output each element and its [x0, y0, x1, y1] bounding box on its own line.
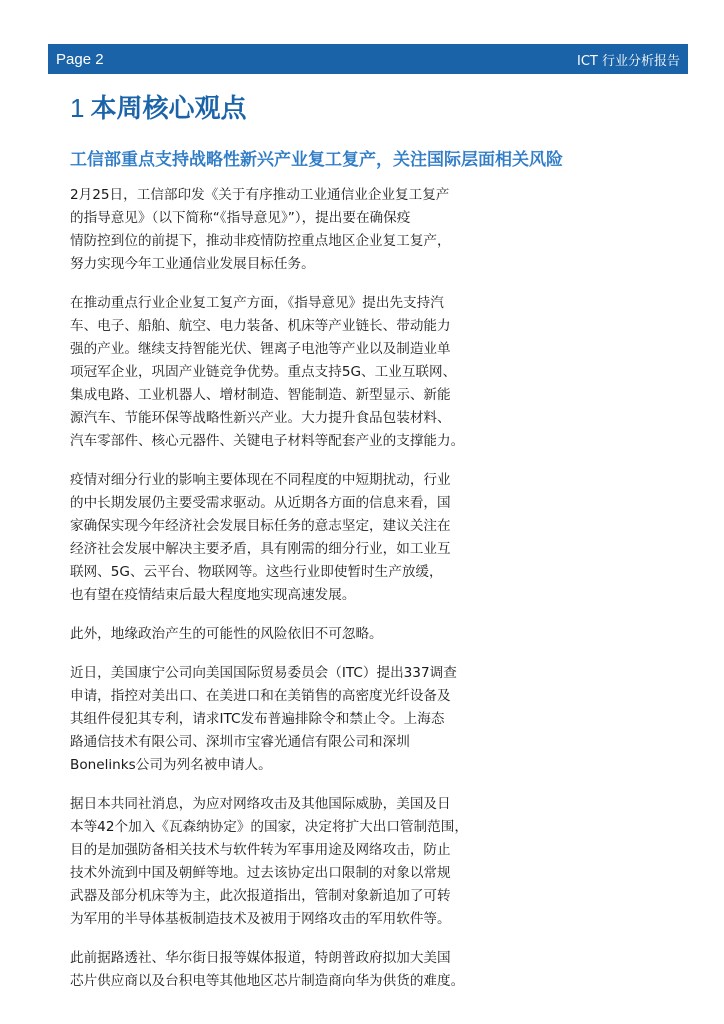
- paragraph-line: Bonelinks公司为列名被申请人。: [70, 757, 272, 773]
- body-text: [70, 184, 490, 1009]
- paragraph-line: 项冠军企业，巩固产业链竞争优势。重点支持5G、工业互联网、: [70, 364, 457, 380]
- paragraph-line: 目的是加强防备相关技术与软件转为军事用途及网络攻击，防止: [70, 842, 451, 858]
- paragraph-line: 家确保实现今年经济社会发展目标任务的意志坚定，建议关注在: [70, 518, 451, 534]
- paragraph-line: 技术外流到中国及朝鲜等地。过去该协定出口限制的对象以常规: [70, 865, 451, 881]
- paragraph-line: 此前据路透社、华尔街日报等媒体报道，特朗普政府拟加大美国: [70, 950, 451, 966]
- paragraph-line: 芯片供应商以及台积电等其他地区芯片制造商向华为供货的难度。: [70, 973, 465, 989]
- paragraph-line: 申请，指控对美出口、在美进口和在美销售的高密度光纤设备及: [70, 688, 451, 704]
- paragraph-line: 据日本共同社消息，为应对网络攻击及其他国际威胁，美国及日: [70, 796, 451, 812]
- body-paragraph: [70, 947, 490, 993]
- paragraph-line: 经济社会发展中解决主要矛盾，具有刚需的细分行业，如工业互: [70, 541, 451, 557]
- paragraph-line: 源汽车、节能环保等战略性新兴产业。大力提升食品包装材料、: [70, 410, 451, 426]
- paragraph-line: 近日，美国康宁公司向美国国际贸易委员会（ITC）提出337调查: [70, 665, 457, 681]
- body-paragraph: [70, 184, 490, 276]
- paragraph-line: 此外，地缘政治产生的可能性的风险依旧不可忽略。: [70, 626, 383, 642]
- body-paragraph: [70, 662, 490, 777]
- body-paragraph: [70, 793, 490, 931]
- paragraph-line: 情防控到位的前提下，推动非疫情防控重点地区企业复工复产，: [70, 233, 451, 249]
- paragraph-line: 的指导意见》（以下简称“《指导意见》”），提出要在确保疫: [70, 210, 411, 226]
- paragraph-line: 在推动重点行业企业复工复产方面，《指导意见》提出先支持汽: [70, 295, 444, 311]
- paragraph-line: 疫情对细分行业的影响主要体现在不同程度的中短期扰动，行业: [70, 472, 451, 488]
- paragraph-line: 路通信技术有限公司、深圳市宝睿光通信有限公司和深圳: [70, 734, 410, 750]
- paragraph-line: 的中长期发展仍主要受需求驱动。从近期各方面的信息来看，国: [70, 495, 451, 511]
- sub-heading: 工信部重点支持战略性新兴产业复工复产，关注国际层面相关风险: [70, 150, 563, 170]
- paragraph-line: 也有望在疫情结束后最大程度地实现高速发展。: [70, 587, 356, 603]
- page-number-label: Page 2: [56, 50, 104, 68]
- section-number: 1: [70, 93, 85, 123]
- body-paragraph: [70, 292, 490, 453]
- paragraph-line: 汽车零部件、核心元器件、关键电子材料等配套产业的支撑能力。: [70, 433, 465, 449]
- paragraph-line: 努力实现今年工业通信业发展目标任务。: [70, 256, 315, 272]
- paragraph-line: 集成电路、工业机器人、增材制造、智能制造、新型显示、新能: [70, 387, 451, 403]
- paragraph-line: 本等42个加入《瓦森纳协定》的国家，决定将扩大出口管制范围，: [70, 819, 468, 835]
- paragraph-line: 武器及部分机床等为主，此次报道指出，管制对象新追加了可转: [70, 888, 451, 904]
- paragraph-line: 强的产业。继续支持智能光伏、锂离子电池等产业以及制造业单: [70, 341, 451, 357]
- paragraph-line: 其组件侵犯其专利，请求ITC发布普遍排除令和禁止令。上海态: [70, 711, 445, 727]
- paragraph-line: 车、电子、船舶、航空、电力装备、机床等产业链长、带动能力: [70, 318, 451, 334]
- paragraph-line: 2月25日，工信部印发《关于有序推动工业通信业企业复工复产: [70, 187, 450, 203]
- section-title: [70, 90, 246, 127]
- paragraph-line: 联网、5G、云平台、物联网等。这些行业即使暂时生产放缓，: [70, 564, 443, 580]
- body-paragraph: [70, 469, 490, 607]
- paragraph-line: 为军用的半导体基板制造技术及被用于网络攻击的军用软件等。: [70, 911, 451, 927]
- report-title: ICT 行业分析报告: [577, 53, 680, 69]
- page-header-bar: [48, 44, 688, 74]
- section-title-text: 本周核心观点: [90, 94, 247, 124]
- body-paragraph: [70, 623, 490, 646]
